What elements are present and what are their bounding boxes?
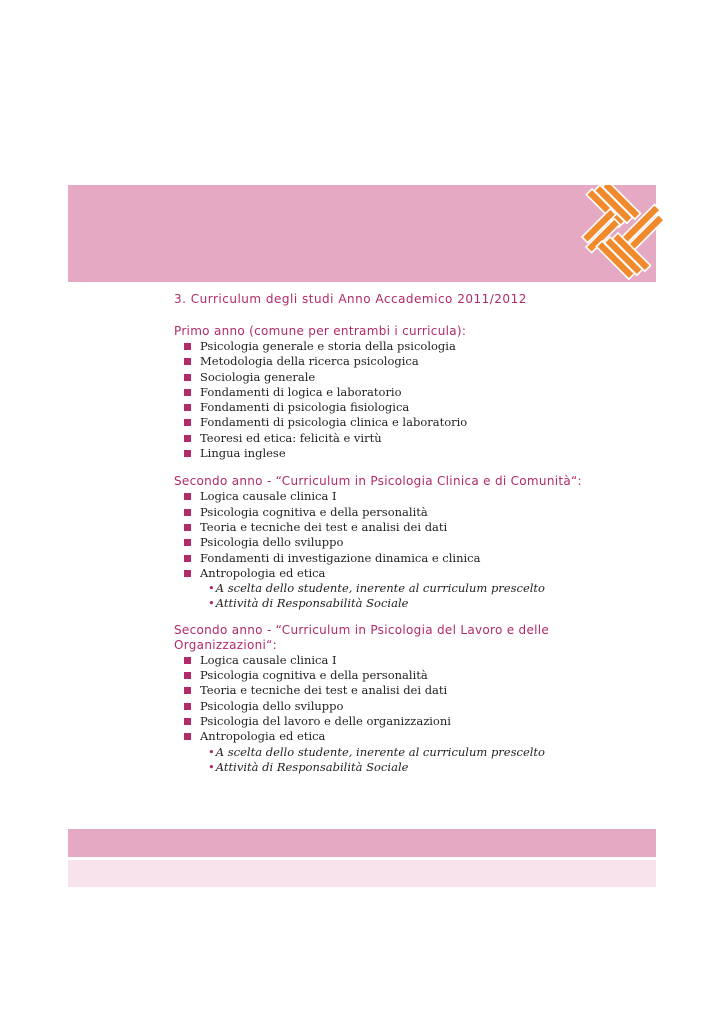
list-item: Psicologia del lavoro e delle organizzazioni <box>174 714 594 729</box>
list-item: Fondamenti di psicologia fisiologica <box>174 400 594 415</box>
square-bullet-icon <box>184 539 191 546</box>
square-bullet-icon <box>184 404 191 411</box>
bottom-light-band <box>68 860 656 887</box>
square-bullet-icon <box>184 389 191 396</box>
list-item: Fondamenti di psicologia clinica e laboratorio <box>174 415 594 430</box>
dot-bullet-icon: • <box>208 581 215 596</box>
first-year-list <box>174 339 594 461</box>
list-item: Psicologia cognitiva e della personalità <box>174 505 594 520</box>
list-item: Fondamenti di investigazione dinamica e clinica <box>174 551 594 566</box>
social-responsibility-subitem: •Attività di Responsabilità Sociale <box>208 596 409 611</box>
square-bullet-icon <box>184 672 191 679</box>
list-item: Antropologia ed etica <box>174 566 594 581</box>
square-bullet-icon <box>184 733 191 740</box>
elective-subitem: •A scelta dello studente, inerente al curriculum prescelto <box>208 581 545 596</box>
curriculum-content <box>174 292 594 775</box>
square-bullet-icon <box>184 419 191 426</box>
square-bullet-icon <box>184 657 191 664</box>
square-bullet-icon <box>184 570 191 577</box>
square-bullet-icon <box>184 343 191 350</box>
first-year-heading: Primo anno (comune per entrambi i curricula): <box>174 324 467 338</box>
square-bullet-icon <box>184 703 191 710</box>
second-year-work-list <box>174 653 594 745</box>
elective-subitem: •A scelta dello studente, inerente al curriculum prescelto <box>208 744 545 759</box>
list-item: Logica causale clinica I <box>174 653 594 668</box>
top-header-band <box>68 185 656 282</box>
list-item: Teoresi ed etica: felicità e virtù <box>174 431 594 446</box>
list-item: Sociologia generale <box>174 370 594 385</box>
list-item: Antropologia ed etica <box>174 729 594 744</box>
woven-logo-icon <box>576 185 664 281</box>
list-item: Psicologia dello sviluppo <box>174 699 594 714</box>
square-bullet-icon <box>184 718 191 725</box>
social-responsibility-subitem: •Attività di Responsabilità Sociale <box>208 759 409 774</box>
list-item: Lingua inglese <box>174 446 594 461</box>
square-bullet-icon <box>184 450 191 457</box>
square-bullet-icon <box>184 493 191 500</box>
second-year-clinical-list <box>174 489 594 581</box>
list-item: Logica causale clinica I <box>174 489 594 504</box>
second-year-work-heading-line1: Secondo anno - “Curriculum in Psicologia del Lavoro e delle <box>174 622 550 637</box>
dot-bullet-icon: • <box>208 759 215 774</box>
second-year-work-heading-line2: Organizzazioni“: <box>174 637 278 652</box>
dot-bullet-icon: • <box>208 596 215 611</box>
list-item: Teoria e tecniche dei test e analisi dei dati <box>174 520 594 535</box>
list-item: Psicologia generale e storia della psicologia <box>174 339 594 354</box>
square-bullet-icon <box>184 687 191 694</box>
square-bullet-icon <box>184 509 191 516</box>
list-item: Metodologia della ricerca psicologica <box>174 354 594 369</box>
list-item: Psicologia cognitiva e della personalità <box>174 668 594 683</box>
section-title: 3. Curriculum degli studi Anno Accademico 2011/2012 <box>174 292 527 306</box>
list-item: Teoria e tecniche dei test e analisi dei dati <box>174 683 594 698</box>
second-year-clinical-heading: Secondo anno - “Curriculum in Psicologia Clinica e di Comunità“: <box>174 474 582 489</box>
square-bullet-icon <box>184 358 191 365</box>
list-item: Fondamenti di logica e laboratorio <box>174 385 594 400</box>
square-bullet-icon <box>184 555 191 562</box>
square-bullet-icon <box>184 374 191 381</box>
dot-bullet-icon: • <box>208 744 215 759</box>
bottom-band <box>68 829 656 857</box>
square-bullet-icon <box>184 524 191 531</box>
square-bullet-icon <box>184 435 191 442</box>
list-item: Psicologia dello sviluppo <box>174 535 594 550</box>
